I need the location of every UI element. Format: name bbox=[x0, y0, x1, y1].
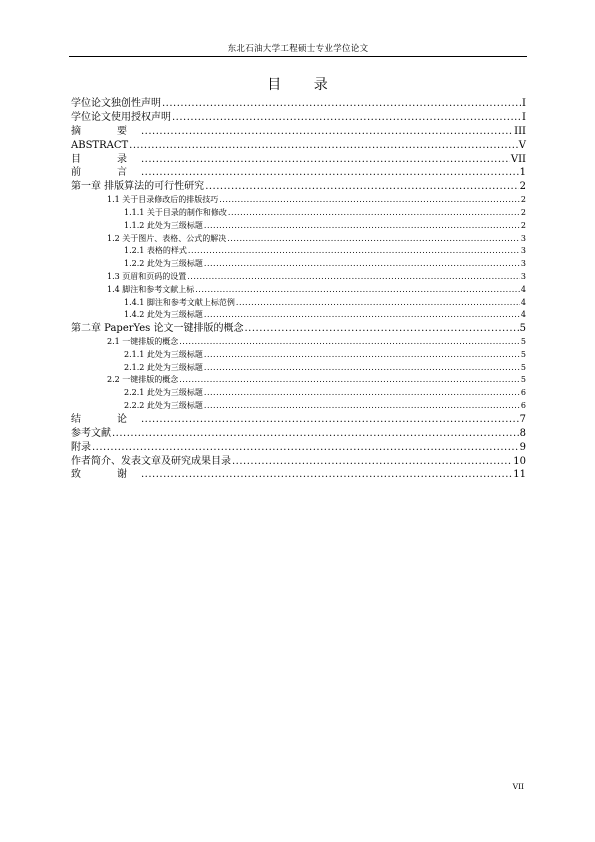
toc-entry-label: 学位论文使用授权声明 bbox=[71, 111, 171, 123]
toc-entry[interactable] bbox=[71, 125, 526, 139]
toc-entry-page: III bbox=[514, 125, 526, 137]
toc-entry-label: 1.2.1 表格的样式 bbox=[124, 246, 187, 256]
toc-entry[interactable] bbox=[71, 349, 526, 362]
toc-entry-label: 目 录 bbox=[71, 153, 140, 165]
toc-leader-dots bbox=[141, 413, 519, 427]
toc-entry[interactable] bbox=[71, 220, 526, 233]
toc-entry[interactable] bbox=[71, 97, 526, 111]
toc-entry-page: 5 bbox=[520, 349, 526, 359]
toc-entry-page: 5 bbox=[519, 323, 526, 335]
toc-leader-dots bbox=[129, 139, 518, 153]
toc-entry-page: 3 bbox=[520, 259, 526, 269]
toc-entry-label: 2.2 一键排版的概念 bbox=[107, 375, 179, 385]
toc-entry-label: ABSTRACT bbox=[71, 139, 129, 151]
toc-entry[interactable] bbox=[71, 245, 526, 258]
header-rule bbox=[69, 56, 527, 57]
toc-entry-label: 2.2.2 此处为三级标题 bbox=[124, 401, 203, 411]
toc-entry[interactable] bbox=[71, 258, 526, 271]
toc-leader-dots bbox=[236, 297, 520, 310]
toc-entry[interactable] bbox=[71, 309, 526, 322]
toc-entry-page: I bbox=[522, 98, 526, 109]
toc-leader-dots bbox=[232, 455, 512, 469]
toc-entry[interactable] bbox=[71, 413, 526, 427]
toc-leader-dots bbox=[204, 387, 520, 400]
toc-entry[interactable] bbox=[71, 139, 526, 153]
toc-entry-label: 2.1.1 此处为三级标题 bbox=[124, 349, 203, 359]
toc-entry-label: 2.1 一键排版的概念 bbox=[107, 337, 179, 347]
toc-entry-label: 致 谢 bbox=[71, 469, 140, 481]
toc-leader-dots bbox=[204, 220, 520, 233]
toc-entry-label: 第二章 PaperYes 论文一键排版的概念 bbox=[71, 323, 244, 335]
toc-leader-dots bbox=[204, 349, 520, 362]
toc-entry[interactable] bbox=[71, 336, 526, 349]
toc-entry-label: 1.4.1 脚注和参考文献上标范例 bbox=[124, 297, 235, 307]
toc-entry-page: VII bbox=[510, 153, 526, 165]
page-header: 东北石油大学工程硕士专业学位论文 bbox=[227, 44, 369, 54]
toc-entry[interactable] bbox=[71, 362, 526, 375]
toc-leader-dots bbox=[141, 125, 513, 139]
table-of-contents bbox=[71, 97, 526, 482]
toc-leader-dots bbox=[188, 245, 520, 258]
toc-entry[interactable] bbox=[71, 194, 526, 207]
toc-entry-label: 参考文献 bbox=[71, 427, 111, 439]
toc-entry-page: 3 bbox=[520, 233, 526, 243]
toc-entry-page: 2 bbox=[519, 181, 526, 193]
toc-entry-page: 3 bbox=[520, 272, 526, 282]
toc-leader-dots bbox=[112, 427, 519, 441]
toc-leader-dots bbox=[141, 153, 510, 167]
toc-entry[interactable] bbox=[71, 374, 526, 387]
toc-entry-page: 4 bbox=[520, 310, 526, 320]
toc-entry-page: 7 bbox=[519, 413, 526, 425]
toc-entry-page: 5 bbox=[520, 337, 526, 347]
toc-entry-label: 前 言 bbox=[71, 167, 140, 179]
toc-leader-dots bbox=[172, 111, 521, 125]
toc-entry-page: 9 bbox=[519, 441, 526, 453]
toc-entry-label: 1.4.2 此处为三级标题 bbox=[124, 310, 203, 320]
toc-entry-page: 4 bbox=[520, 297, 526, 307]
toc-entry-label: 摘 要 bbox=[71, 125, 140, 137]
toc-entry-label: 1.4 脚注和参考文献上标 bbox=[107, 284, 195, 294]
toc-leader-dots bbox=[187, 271, 520, 284]
toc-entry[interactable] bbox=[71, 166, 526, 180]
toc-entry-page: 5 bbox=[520, 362, 526, 372]
toc-entry[interactable] bbox=[71, 284, 526, 297]
toc-entry-page: 6 bbox=[520, 388, 526, 398]
toc-entry[interactable] bbox=[71, 297, 526, 310]
toc-entry-label: 1.1.2 此处为三级标题 bbox=[124, 220, 203, 230]
toc-entry-page: 2 bbox=[520, 195, 526, 205]
toc-entry-page: 11 bbox=[513, 469, 526, 481]
toc-entry[interactable] bbox=[71, 400, 526, 413]
toc-entry-page: 3 bbox=[520, 246, 526, 256]
toc-entry[interactable] bbox=[71, 427, 526, 441]
toc-entry[interactable] bbox=[71, 207, 526, 220]
toc-entry-page: 5 bbox=[520, 375, 526, 385]
toc-leader-dots bbox=[227, 233, 520, 246]
toc-leader-dots bbox=[204, 309, 520, 322]
toc-entry-page: 10 bbox=[513, 455, 526, 467]
toc-entry-label: 2.2.1 此处为三级标题 bbox=[124, 388, 203, 398]
toc-entry-page: V bbox=[518, 139, 526, 151]
toc-entry[interactable] bbox=[71, 468, 526, 482]
toc-entry-label: 2.1.2 此处为三级标题 bbox=[124, 362, 203, 372]
toc-entry-label: 附录 bbox=[71, 441, 91, 453]
toc-leader-dots bbox=[195, 284, 520, 297]
page-title: 目 录 bbox=[267, 77, 342, 93]
toc-entry[interactable] bbox=[71, 441, 526, 455]
toc-entry-label: 作者简介、发表文章及研究成果目录 bbox=[71, 455, 231, 467]
toc-entry-label: 结 论 bbox=[71, 413, 140, 425]
toc-entry[interactable] bbox=[71, 111, 526, 125]
toc-entry-label: 1.1 关于目录修改后的排版技巧 bbox=[107, 195, 219, 205]
toc-entry-page: I bbox=[522, 111, 526, 123]
toc-leader-dots bbox=[92, 441, 519, 455]
toc-entry-label: 第一章 排版算法的可行性研究 bbox=[71, 181, 205, 193]
toc-entry[interactable] bbox=[71, 233, 526, 246]
footer-page-number: VII bbox=[512, 782, 524, 791]
toc-entry[interactable] bbox=[71, 455, 526, 469]
toc-entry-label: 1.1.1 关于目录的制作和修改 bbox=[124, 208, 227, 218]
toc-leader-dots bbox=[205, 180, 518, 194]
toc-leader-dots bbox=[219, 194, 520, 207]
toc-leader-dots bbox=[179, 336, 520, 349]
toc-entry[interactable] bbox=[71, 271, 526, 284]
toc-entry-page: 4 bbox=[520, 284, 526, 294]
toc-entry[interactable] bbox=[71, 180, 526, 194]
toc-leader-dots bbox=[162, 97, 521, 111]
toc-entry[interactable] bbox=[71, 153, 526, 167]
toc-entry[interactable] bbox=[71, 322, 526, 336]
toc-entry-page: 6 bbox=[520, 401, 526, 411]
toc-leader-dots bbox=[244, 322, 518, 336]
toc-entry[interactable] bbox=[71, 387, 526, 400]
toc-entry-label: 1.2 关于图片、表格、公式的解决 bbox=[107, 233, 227, 243]
toc-leader-dots bbox=[228, 207, 520, 220]
toc-leader-dots bbox=[204, 400, 520, 413]
toc-leader-dots bbox=[204, 258, 520, 271]
toc-leader-dots bbox=[204, 362, 520, 375]
toc-entry-label: 1.3 页眉和页码的设置 bbox=[107, 272, 187, 282]
toc-entry-page: 2 bbox=[520, 208, 526, 218]
toc-entry-page: 2 bbox=[520, 220, 526, 230]
toc-entry-page: 1 bbox=[519, 167, 526, 179]
toc-entry-label: 学位论文独创性声明 bbox=[71, 98, 161, 109]
toc-leader-dots bbox=[141, 166, 519, 180]
toc-leader-dots bbox=[179, 374, 520, 387]
toc-entry-label: 1.2.2 此处为三级标题 bbox=[124, 259, 203, 269]
toc-entry-page: 8 bbox=[519, 427, 526, 439]
toc-leader-dots bbox=[141, 468, 512, 482]
